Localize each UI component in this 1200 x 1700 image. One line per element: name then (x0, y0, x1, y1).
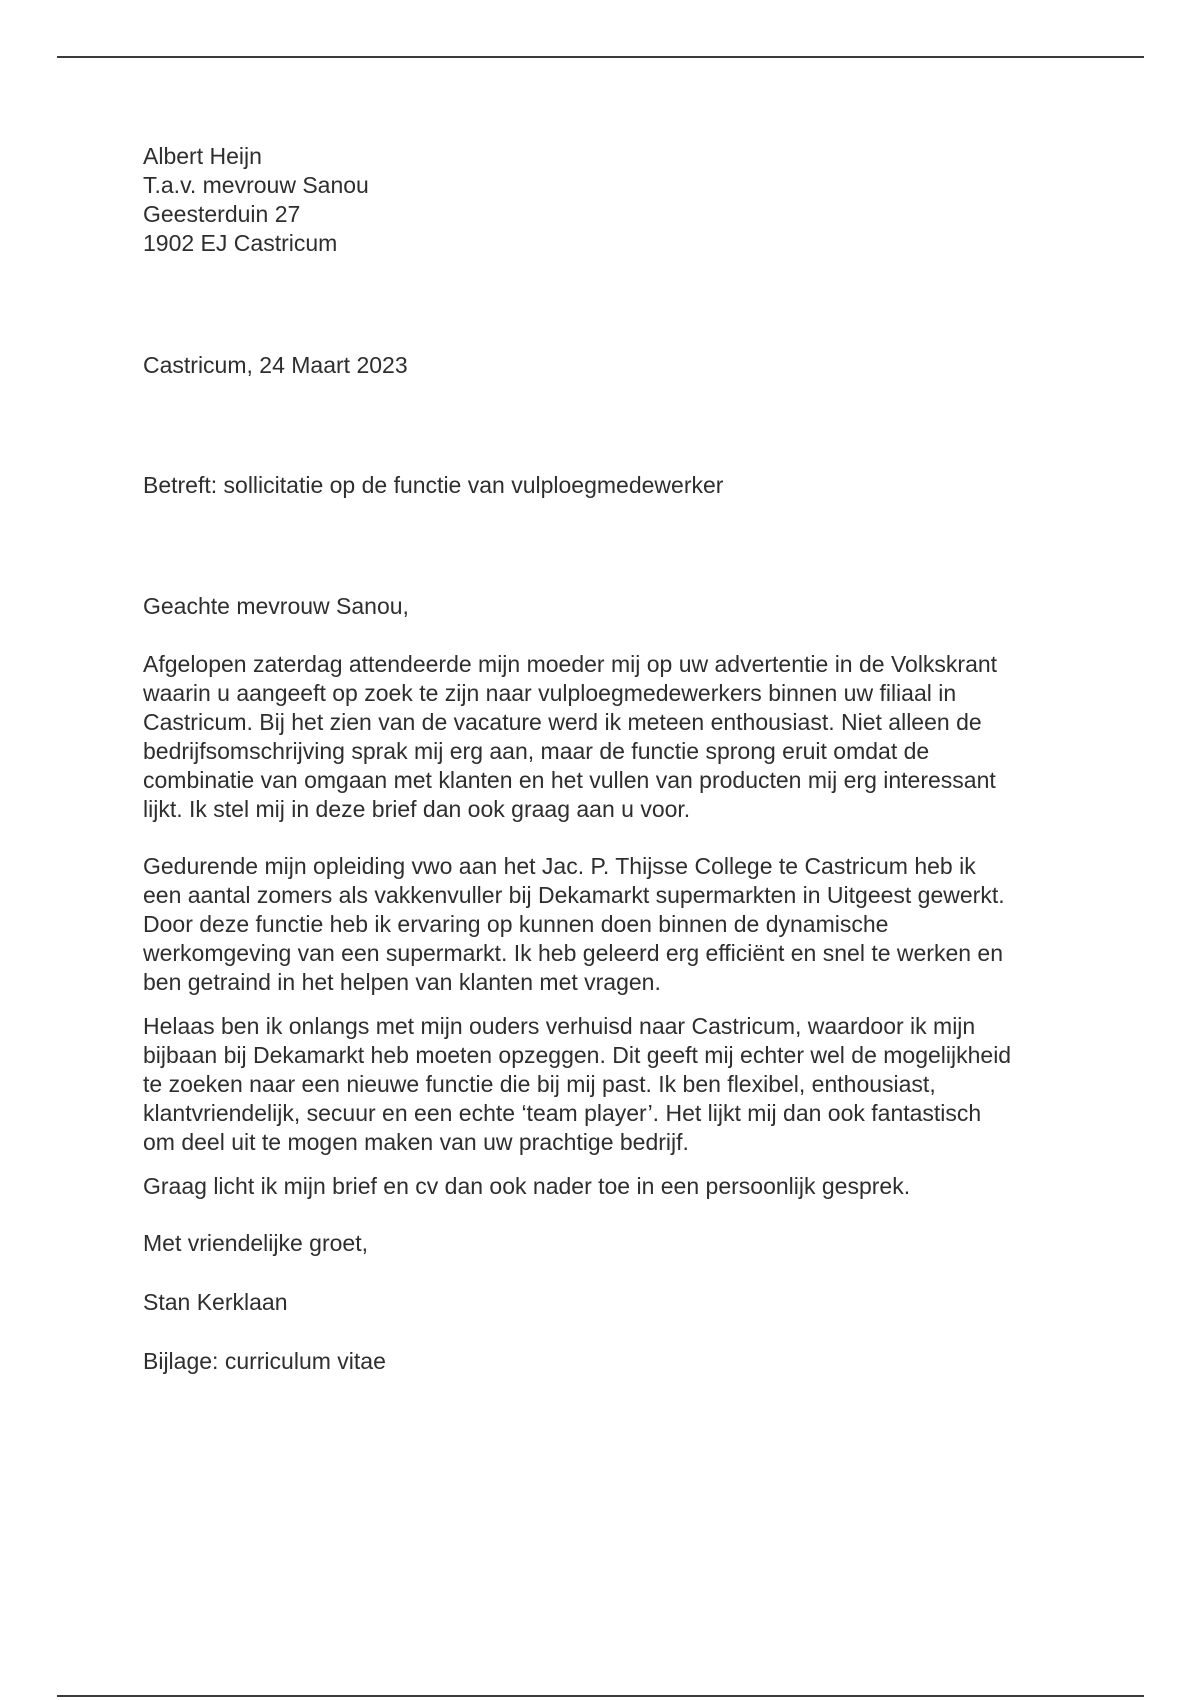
paragraph-line: Gedurende mijn opleiding vwo aan het Jac. P. Thijsse College te Castricum heb ik (143, 853, 976, 879)
closing: Met vriendelijke groet, (143, 1230, 368, 1256)
letter-body (143, 650, 1083, 1404)
recipient-company: Albert Heijn (143, 143, 262, 169)
recipient-postal-city: 1902 EJ Castricum (143, 230, 338, 256)
body-paragraph-4 (143, 1172, 1083, 1201)
salutation: Geachte mevrouw Sanou, (143, 593, 409, 619)
recipient-attention: T.a.v. mevrouw Sanou (143, 172, 369, 198)
paragraph-line: Helaas ben ik onlangs met mijn ouders verhuisd naar Castricum, waardoor ik mijn (143, 1013, 976, 1039)
paragraph-line: lijkt. Ik stel mij in deze brief dan ook graag aan u voor. (143, 796, 691, 822)
top-divider (57, 56, 1144, 58)
subject-line: Betreft: sollicitatie op de functie van vulploegmedewerker (143, 472, 724, 498)
paragraph-line: klantvriendelijk, secuur en een echte ‘team player’. Het lijkt mij dan ook fantastisch (143, 1100, 982, 1126)
bottom-divider (57, 1695, 1144, 1697)
date-line: Castricum, 24 Maart 2023 (143, 352, 408, 378)
paragraph-line: een aantal zomers als vakkenvuller bij Dekamarkt supermarkten in Uitgeest gewerkt. (143, 882, 1005, 908)
paragraph-line: te zoeken naar een nieuwe functie die bij mij past. Ik ben flexibel, enthousiast, (143, 1071, 936, 1097)
paragraph-line: Castricum. Bij het zien van de vacature werd ik meteen enthousiast. Niet alleen de (143, 709, 982, 735)
body-paragraph-1 (143, 650, 1083, 824)
paragraph-line: bijbaan bij Dekamarkt heb moeten opzeggen. Dit geeft mij echter wel de mogelijkheid (143, 1042, 1012, 1068)
paragraph-line: ben getraind in het helpen van klanten met vragen. (143, 969, 661, 995)
recipient-address (143, 142, 1083, 258)
paragraph-line: bedrijfsomschrijving sprak mij erg aan, maar de functie sprong eruit omdat de (143, 738, 930, 764)
recipient-street: Geesterduin 27 (143, 201, 301, 227)
paragraph-line: Afgelopen zaterdag attendeerde mijn moeder mij op uw advertentie in de Volkskrant (143, 651, 998, 677)
paragraph-line: Graag licht ik mijn brief en cv dan ook nader toe in een persoonlijk gesprek. (143, 1173, 911, 1199)
body-paragraph-3 (143, 1012, 1083, 1157)
attachment-line: Bijlage: curriculum vitae (143, 1348, 386, 1374)
paragraph-line: waarin u aangeeft op zoek te zijn naar vulploegmedewerkers binnen uw filiaal in (143, 680, 957, 706)
paragraph-line: om deel uit te mogen maken van uw prachtige bedrijf. (143, 1129, 689, 1155)
paragraph-line: combinatie van omgaan met klanten en het vullen van producten mij erg interessant (143, 767, 996, 793)
paragraph-line: werkomgeving van een supermarkt. Ik heb geleerd erg efficiënt en snel te werken en (143, 940, 1004, 966)
body-paragraph-2 (143, 852, 1083, 997)
paragraph-line: Door deze functie heb ik ervaring op kunnen doen binnen de dynamische (143, 911, 889, 937)
signature-name: Stan Kerklaan (143, 1289, 288, 1315)
